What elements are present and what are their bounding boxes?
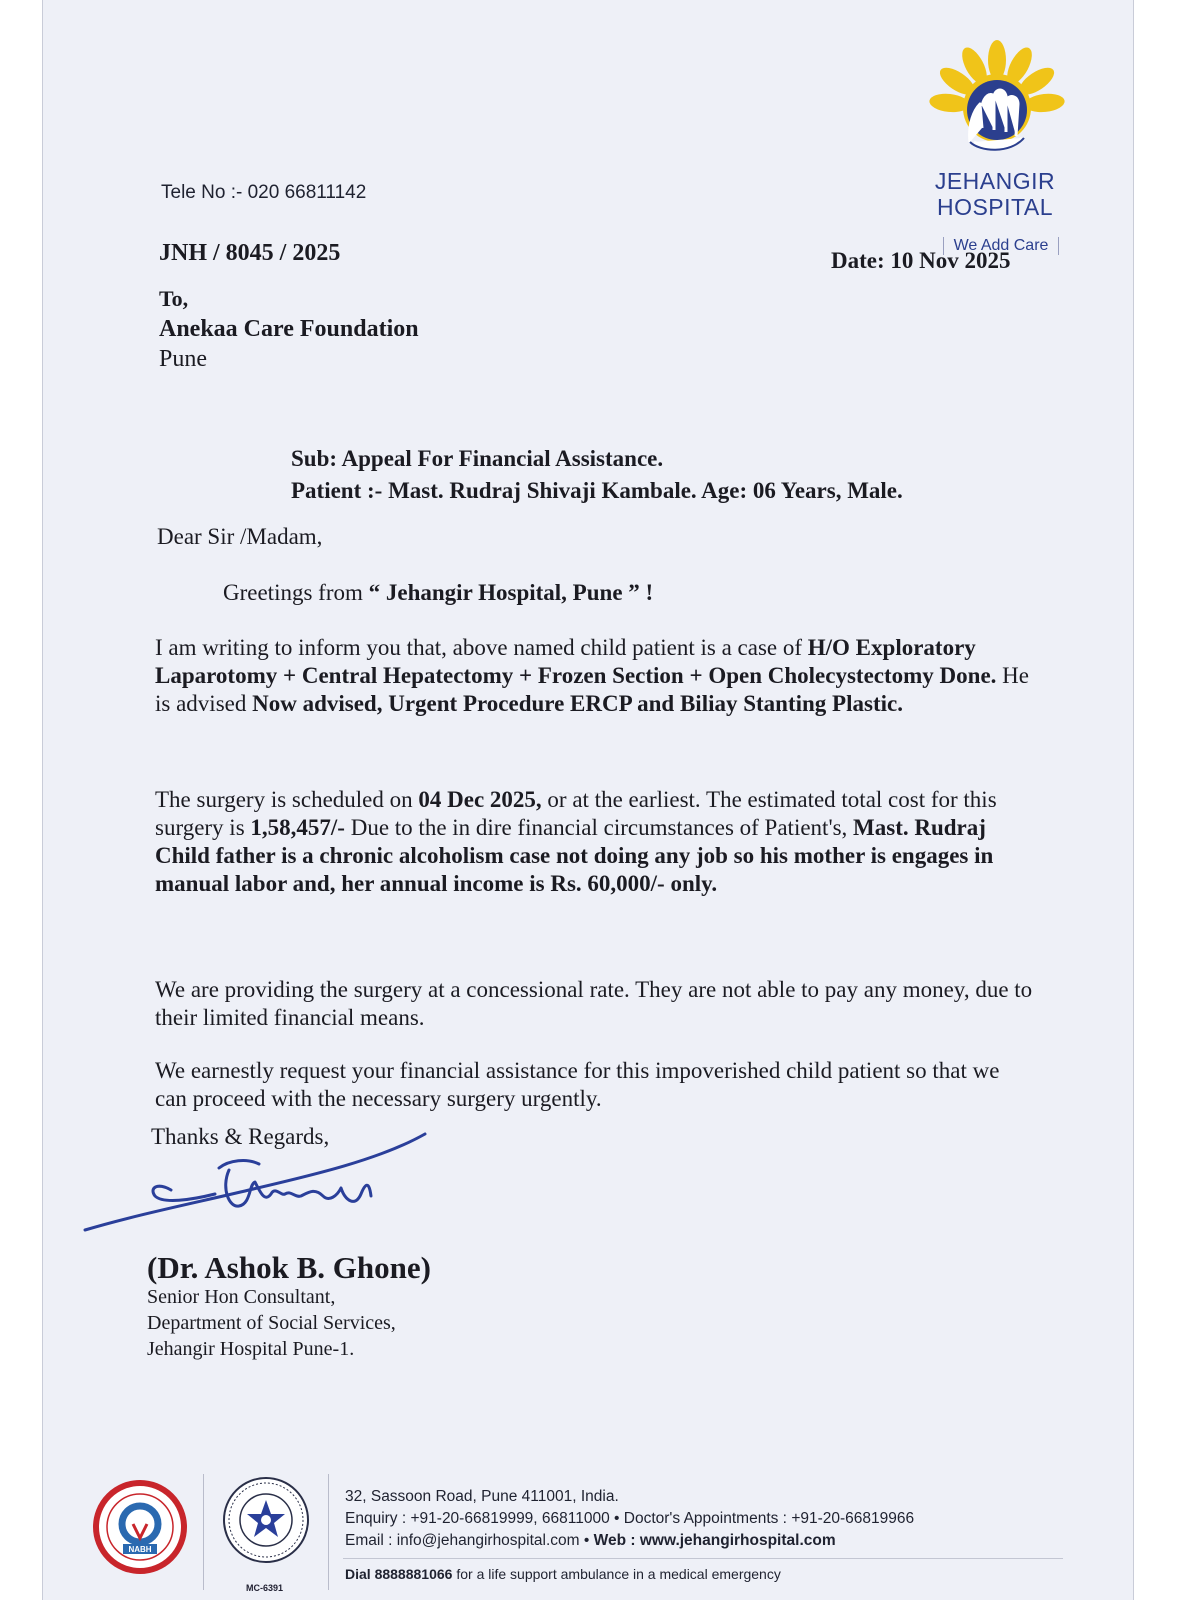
recipient-name: Anekaa Care Foundation [159,316,419,342]
patient-line: Patient :- Mast. Rudraj Shivaji Kambale. Age: 06 Years, Male. [291,478,903,503]
paragraph-request: We earnestly request your financial assistance for this impoverished child patient so that we can proceed with the necessary surgery urgently. [155,1058,1000,1111]
p2-circumstances: Mast. Rudraj Child father is a chronic alcoholism case not doing any job so his mother is engages in manual labor and, her annual income is Rs. 60,000/- only. [155,815,994,896]
bullet: • [614,1510,624,1527]
appointments-number: +91-20-66819966 [791,1510,915,1527]
footer-contact [345,1486,914,1552]
paragraph-concession: We are providing the surgery at a concessional rate. They are not able to pay any money, due to their limited financial means. [155,977,1033,1030]
p2-surgery-date: 04 Dec 2025, [418,787,542,812]
p1-text-c: He is advised [155,663,1029,716]
closing: Thanks & Regards, [151,1124,330,1149]
p1-advised-procedure: Now advised, Urgent Procedure ERCP and Biliay Stanting Plastic. [252,691,903,716]
letter-sheet [42,0,1134,1600]
nabh-label: NABH [128,1545,152,1554]
email-address[interactable]: info@jehangirhospital.com [396,1532,580,1549]
footer-address: 32, Sassoon Road, Pune 411001, India. [345,1488,619,1505]
cert-code: MC-6391 [246,1583,284,1593]
certification-seal-icon [219,1474,313,1570]
recipient-city: Pune [159,346,207,372]
greeting-hospital: “ Jehangir Hospital, Pune ” ! [368,580,654,605]
logo-line-2: HOSPITAL [936,194,1054,220]
web-label: Web : [593,1532,636,1549]
web-address[interactable]: www.jehangirhospital.com [639,1532,836,1549]
hospital-logo-text [923,168,1067,220]
footer-email-line [345,1530,914,1552]
signatory-department: Department of Social Services, [147,1312,396,1334]
paragraph-cost [155,786,1035,898]
email-label: Email : [345,1532,393,1549]
appointments-label: Doctor's Appointments : [623,1510,787,1527]
greeting-prefix: Greetings from [223,580,363,605]
dial-number[interactable]: 8888881066 [374,1566,453,1582]
telephone-number: Tele No :- 020 66811142 [161,182,367,203]
p2-text-c: or at the earliest. The estimated total cost for this surgery is [155,787,997,840]
letter-date: Date: 10 Nov 2025 [831,248,1011,273]
p1-text-a: I am writing to inform you that, above named child patient is a case of [155,635,803,660]
p2-text-e: Due to the in dire financial circumstances of Patient's, [350,815,848,840]
subject-line: Sub: Appeal For Financial Assistance. [291,446,664,471]
enquiry-label: Enquiry : [345,1510,407,1527]
paragraph-diagnosis [155,634,1035,718]
greeting [223,580,653,606]
signatory-designation [147,1284,396,1362]
dial-label: Dial [345,1566,371,1582]
salutation: Dear Sir /Madam, [157,524,323,549]
handwritten-signature [79,1124,439,1244]
enquiry-numbers: +91-20-66819999, 66811000 [410,1510,610,1527]
p2-text-a: The surgery is scheduled on [155,787,413,812]
logo-line-1: JEHANGIR [934,168,1056,194]
dial-text: for a life support ambulance in a medical emergency [456,1566,781,1582]
footer-emergency [345,1566,781,1582]
sun-hand-logo-icon [918,38,1076,164]
nabh-seal-icon [93,1480,187,1574]
footer-enquiry-line [345,1508,914,1530]
signatory-title: Senior Hon Consultant, [147,1286,336,1308]
footer-separator-1 [203,1474,204,1590]
p2-cost: 1,58,457/- [250,815,345,840]
subject-block [291,443,903,507]
reference-number: JNH / 8045 / 2025 [159,240,341,266]
signatory-name: (Dr. Ashok B. Ghone) [147,1250,431,1285]
bullet: • [583,1532,594,1549]
signatory-organization: Jehangir Hospital Pune-1. [147,1338,355,1360]
footer-separator-2 [328,1474,329,1590]
logo-tagline: We Add Care [943,237,1059,255]
recipient-to: To, [159,286,189,311]
p1-procedures: H/O Exploratory Laparotomy + Central Hepatectomy + Frozen Section + Open Cholecystectomy Done. [155,635,997,688]
footer-divider [343,1558,1063,1559]
